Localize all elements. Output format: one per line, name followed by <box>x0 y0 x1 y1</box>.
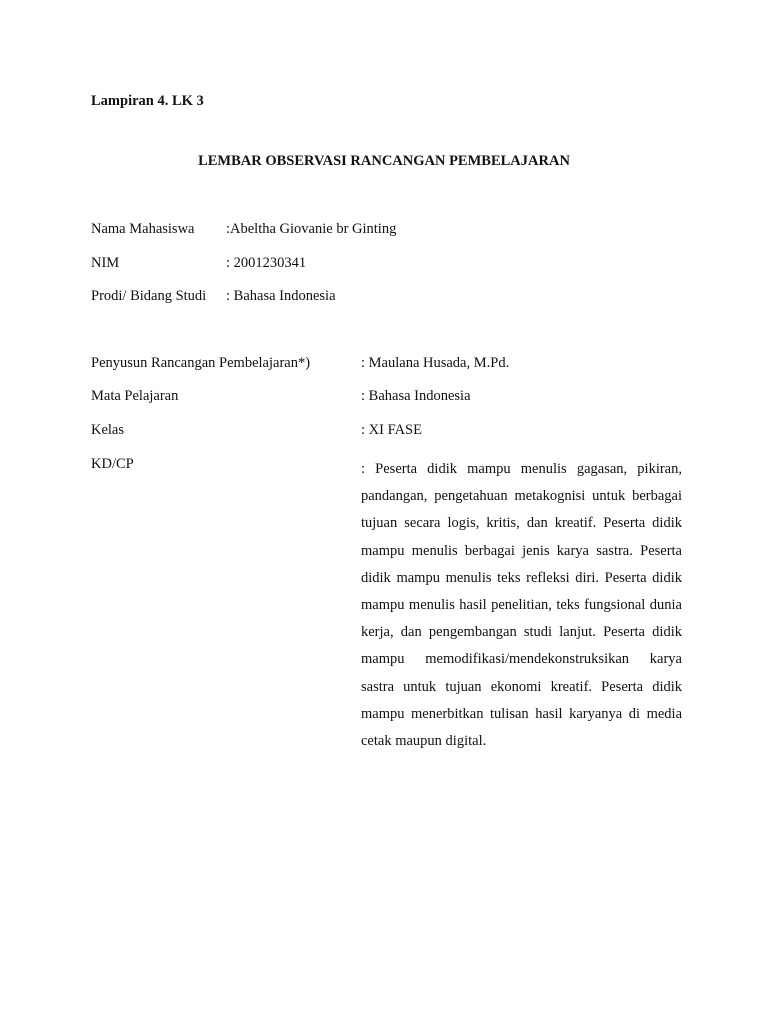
kdcp-label: KD/CP <box>91 456 134 472</box>
prodi-label: Prodi/ Bidang Studi <box>91 288 207 304</box>
kdcp-value: : Peserta didik mampu menulis gagasan, pikiran, pandangan, pengetahuan metakognisi untuk berbagai tujuan secara logis, kritis, dan kreatif. Peserta didik mampu menulis berbagai jenis karya sastra. Peserta didik mampu menulis teks refleksi diri. Peserta didik mampu menulis hasil penelitian, teks fungsional dunia kerja, dan pengembangan studi lanjut. Peserta didik mampu memodifikasi/mendekonstruksikan karya sastra untuk tujuan ekonomi kreatif. Peserta didik mampu menerbitkan tulisan hasil karyanya di media cetak maupun digital. <box>361 461 682 750</box>
name-label: Nama Mahasiswa <box>91 221 195 237</box>
kelas-value: : XI FASE <box>361 422 422 438</box>
mapel-value: : Bahasa Indonesia <box>361 388 471 404</box>
appendix-label: Lampiran 4. LK 3 <box>91 93 204 109</box>
penyusun-label: Penyusun Rancangan Pembelajaran*) <box>91 355 311 371</box>
nim-label: NIM <box>91 255 120 271</box>
mapel-label: Mata Pelajaran <box>91 388 179 404</box>
nim-value: : 2001230341 <box>226 255 307 271</box>
prodi-value: : Bahasa Indonesia <box>226 288 336 304</box>
name-value: :Abeltha Giovanie br Ginting <box>226 221 397 237</box>
document-title: LEMBAR OBSERVASI RANCANGAN PEMBELAJARAN <box>198 153 570 169</box>
kelas-label: Kelas <box>91 422 125 438</box>
penyusun-value: : Maulana Husada, M.Pd. <box>361 355 510 371</box>
